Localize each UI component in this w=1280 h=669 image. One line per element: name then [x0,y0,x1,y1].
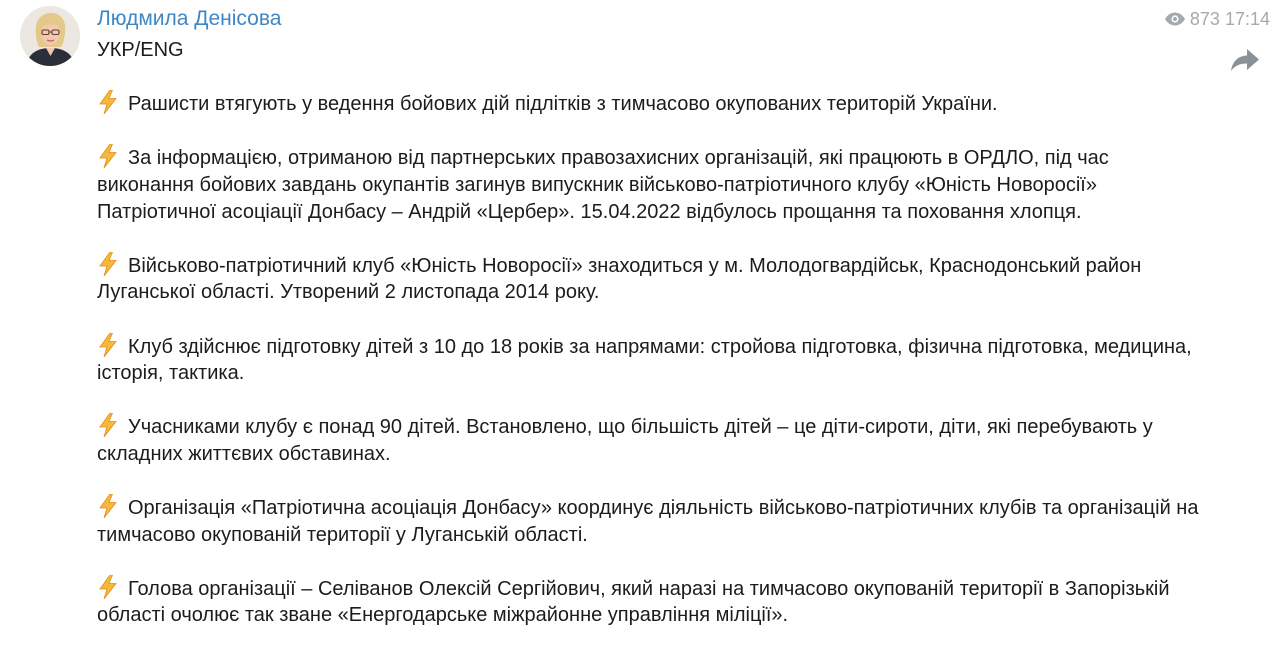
post-time: 17:14 [1224,9,1270,29]
post-paragraph [97,413,1207,467]
post-paragraph [97,575,1207,629]
post-meta [1164,8,1270,30]
language-label: УКР/ENG [97,39,184,61]
post-paragraph [97,494,1207,548]
author-avatar[interactable] [20,6,80,66]
post-paragraph [97,252,1207,306]
paragraph-text: За інформацією, отриманою від партнерських правозахисних організацій, які працюють в ОРДЛО, під час виконання бойових завдань окупантів загинув випускник військово-патріотичного клубу «Юність Новоросії» Патріотичної асоціації Донбасу – Андрій «Цербер». 15.04.2022 відбулось прощання та поховання хлопця. [97,147,1109,223]
paragraph-text: Клуб здійснює підготовку дітей з 10 до 18 років за напрямами: стройова підготовка, фізична підготовка, медицина, історія, тактика. [97,335,1192,385]
lightning-emoji-icon [97,144,119,168]
lightning-emoji-icon [97,413,119,437]
paragraph-text: Рашисти втягують у ведення бойових дій підлітків з тимчасово окупованих територій України. [128,93,998,116]
lightning-emoji-icon [97,252,119,276]
lightning-emoji-icon [97,575,119,599]
post-paragraph [97,333,1207,387]
author-name[interactable]: Людмила Денісова [97,7,282,30]
paragraph-text: Учасниками клубу є понад 90 дітей. Встановлено, що більшість дітей – це діти-сироти, діти, які перебувають у складних життєвих обставинах. [97,416,1153,465]
post-text [97,37,1207,629]
post-paragraph [97,144,1207,225]
paragraph-text: Організація «Патріотична асоціація Донбасу» координує діяльність військово-патріотичних клубів та організацій на тимчасово окупованій території у Луганській області. [97,497,1199,546]
share-arrow-icon[interactable] [1230,47,1260,73]
view-count: 873 [1189,9,1220,29]
lightning-emoji-icon [97,90,119,114]
paragraph-text: Військово-патріотичний клуб «Юність Новоросії» знаходиться у м. Молодогвардійськ, Краснодонський район Луганської області. Утворений 2 листопада 2014 року. [97,254,1142,304]
paragraph-text: Голова організації – Селіванов Олексій Сергійович, який наразі на тимчасово окупованій території в Запорізькій області очолює так зване «Енергодарське міжрайонне управління міліції». [97,577,1170,627]
lightning-emoji-icon [97,333,119,357]
eye-icon [1164,12,1186,26]
post-paragraph [97,90,1207,118]
lightning-emoji-icon [97,494,119,518]
